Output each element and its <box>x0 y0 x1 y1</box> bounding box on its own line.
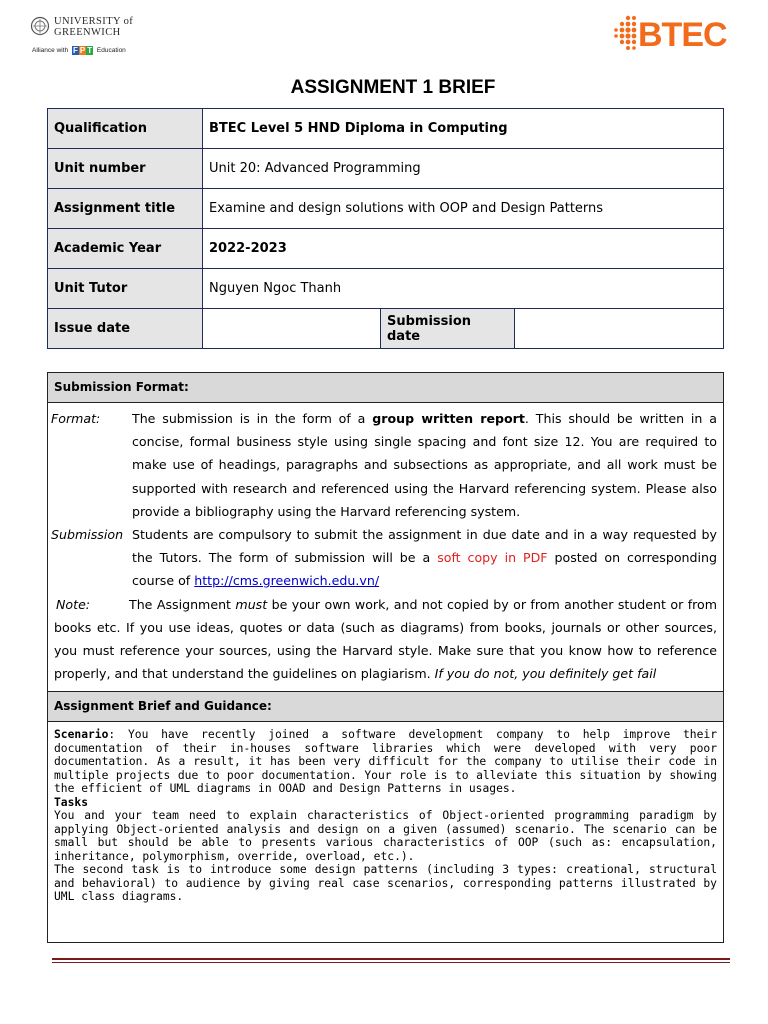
scenario-label: Scenario <box>54 728 109 741</box>
scenario-paragraph <box>54 728 717 796</box>
university-name-line1: UNIVERSITY of <box>54 16 134 27</box>
submission-text-start: Students are compulsory to submit the assignment in due date and in a way requested by the Tutors. The form of submission will be a <box>132 527 717 566</box>
academic-year-label: Academic Year <box>48 229 203 269</box>
table-row <box>48 109 724 149</box>
cms-link[interactable]: http://cms.greenwich.edu.vn/ <box>194 573 380 589</box>
submission-row <box>48 523 723 593</box>
format-term: Format: <box>51 411 101 426</box>
format-row <box>48 407 723 523</box>
issue-date-label: Issue date <box>48 309 203 349</box>
note-text-end: be your own work, and not copied by or from another student or from books etc. If you use ideas, quotes or data (such as diagrams) from books, journals or other sources, you must reference your sources, using the Harvard style. Make sure that you know how to reference properly, and that understand the guidelines on plagiarism. <box>54 596 717 682</box>
qualification-label: Qualification <box>48 109 203 149</box>
table-row <box>48 309 724 349</box>
assignment-title-label: Assignment title <box>48 189 203 229</box>
note-paragraph <box>54 593 717 686</box>
btec-wordmark: BTEC <box>638 16 727 54</box>
guidance-section <box>47 691 724 943</box>
crest-icon <box>30 16 50 38</box>
note-row <box>48 593 723 686</box>
footer-rule-thin <box>52 962 730 963</box>
btec-logo <box>612 14 744 54</box>
unit-tutor-label: Unit Tutor <box>48 269 203 309</box>
tasks-paragraph-1: You and your team need to explain characteristics of Object-oriented programming paradigm by applying Object-oriented analysis and design on a given (assumed) scenario. The scenario can be small but should be able to presents various characteristics of OOP (such as: encapsulation, inheritance, polymorphism, override, overload, etc.). <box>54 809 717 863</box>
assignment-info-table <box>47 108 724 349</box>
unit-number-value: Unit 20: Advanced Programming <box>203 149 724 189</box>
tasks-paragraph-2: The second task is to introduce some design patterns (including 3 types: creational, structural and behavioral) to audience by giving real case scenarios, corresponding patterns illustrated by UML class diagrams. <box>54 863 717 903</box>
alliance-suffix: Education <box>96 47 126 55</box>
university-name-line2: GREENWICH <box>54 27 121 38</box>
fpt-logo: F P T <box>72 46 93 55</box>
assignment-title-value: Examine and design solutions with OOP and Design Patterns <box>203 189 724 229</box>
footer-rule <box>52 958 730 960</box>
tasks-label: Tasks <box>54 795 89 809</box>
note-warning: If you do not, you definitely get fail <box>434 666 657 682</box>
university-logo <box>30 14 140 60</box>
format-bold-text: group written report <box>372 411 525 426</box>
page-title: ASSIGNMENT 1 BRIEF <box>290 77 496 98</box>
btec-dots-icon <box>612 14 638 54</box>
guidance-content <box>48 722 723 904</box>
table-row <box>48 149 724 189</box>
note-term: Note: <box>56 596 91 612</box>
guidance-heading: Assignment Brief and Guidance: <box>48 692 723 722</box>
submission-term: Submission <box>51 527 124 543</box>
table-row <box>48 189 724 229</box>
submission-date-value[interactable] <box>515 309 724 349</box>
table-row <box>48 269 724 309</box>
soft-copy-highlight: soft copy in PDF <box>437 550 548 566</box>
alliance-line <box>32 46 126 55</box>
submission-text-mid: posted on corresponding course of <box>132 550 717 589</box>
qualification-value: BTEC Level 5 HND Diploma in Computing <box>203 109 724 149</box>
table-row <box>48 229 724 269</box>
submission-format-heading: Submission Format: <box>48 373 723 403</box>
submission-format-section <box>47 372 724 692</box>
alliance-prefix: Alliance with <box>32 47 69 55</box>
format-text-end: . This should be written in a concise, formal business style using single spacing and font size 12. You are required to make use of headings, paragraphs and subsections as appropriate, and all work must be supported with research and referenced using the Harvard referencing system. Please also provide a bibliography using the Harvard referencing system. <box>132 411 717 519</box>
submission-paragraph <box>132 523 717 593</box>
submission-date-label: Submission date <box>381 309 515 349</box>
unit-number-label: Unit number <box>48 149 203 189</box>
unit-tutor-value: Nguyen Ngoc Thanh <box>203 269 724 309</box>
academic-year-value: 2022-2023 <box>203 229 724 269</box>
note-must: must <box>235 596 268 612</box>
note-text-start: The Assignment <box>129 596 236 612</box>
format-text-start: The submission is in the form of a <box>132 411 373 426</box>
issue-date-value[interactable] <box>203 309 381 349</box>
submission-content <box>48 403 723 685</box>
scenario-text: : You have recently joined a software development company to help improve their documentation of their in-houses software libraries which were developed with very poor documentation. As a result, it has been very difficult for the company to utilise their code in multiple projects due to poor documentation. Your role is to alleviate this situation by showing the efficient of UML diagrams in OOAD and Design Patterns in usages. <box>54 728 717 795</box>
format-paragraph <box>132 407 717 523</box>
